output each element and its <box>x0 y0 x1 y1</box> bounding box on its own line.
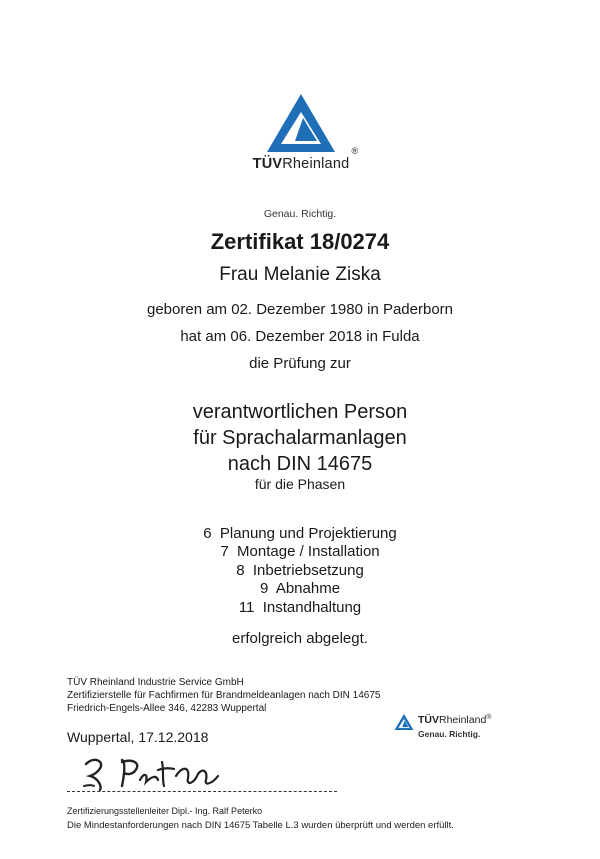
footer-brand-name <box>418 714 491 726</box>
tuv-triangle-icon <box>265 92 337 154</box>
phase-item: 8 Inbetriebsetzung <box>236 562 364 579</box>
tuv-logo-header <box>236 92 366 192</box>
signature-line <box>67 791 337 792</box>
brand-bold: TÜV <box>252 156 283 172</box>
phases-label: für die Phasen <box>254 476 346 492</box>
tuv-logo-footer <box>394 712 514 742</box>
exam-intro: die Prüfung zur <box>249 355 351 372</box>
signatory-title: Zertifizierungsstellenleiter Dipl.- Ing. Ralf Peterko <box>67 806 263 816</box>
footer-brand-regular: Rheinland <box>439 714 487 726</box>
certificate-title: Zertifikat 18/0274 <box>210 229 390 254</box>
issuer-company: TÜV Rheinland Industrie Service GmbH <box>67 677 244 688</box>
registered-mark: ® <box>351 146 359 156</box>
tuv-brand-name <box>252 146 359 172</box>
signature-image <box>78 752 248 794</box>
result-text: erfolgreich abgelegt. <box>232 630 368 647</box>
holder-name: Frau Melanie Ziska <box>219 264 381 285</box>
role-line: nach DIN 14675 <box>227 453 373 475</box>
phase-item: 11 Instandhaltung <box>238 599 362 616</box>
role-line: verantwortlichen Person <box>192 401 408 423</box>
brand-regular: Rheinland <box>282 156 350 172</box>
slogan: Genau. Richtig. <box>263 208 337 220</box>
birth-line: geboren am 02. Dezember 1980 in Paderborn <box>146 301 454 318</box>
phase-item: 7 Montage / Installation <box>220 543 380 560</box>
requirements-note: Die Mindestanforderungen nach DIN 14675 Tabelle L.3 wurden überprüft und werden erfüllt. <box>67 820 454 831</box>
exam-date-line: hat am 06. Dezember 2018 in Fulda <box>180 328 420 345</box>
phase-item: 6 Planung und Projektierung <box>203 525 397 542</box>
issuer-address: Friedrich-Engels-Allee 346, 42283 Wuppertal <box>67 703 267 714</box>
footer-registered-mark: ® <box>486 714 492 721</box>
issuer-department: Zertifizierstelle für Fachfirmen für Brandmeldeanlagen nach DIN 14675 <box>67 690 381 701</box>
phase-item: 9 Abnahme <box>259 580 341 597</box>
role-line: für Sprachalarmanlagen <box>193 427 407 449</box>
place-date: Wuppertal, 17.12.2018 <box>67 729 209 745</box>
footer-brand-bold: TÜV <box>418 714 439 726</box>
tuv-triangle-small-icon <box>394 713 414 731</box>
issuer-block <box>67 676 381 715</box>
footer-slogan: Genau. Richtig. <box>418 729 481 739</box>
